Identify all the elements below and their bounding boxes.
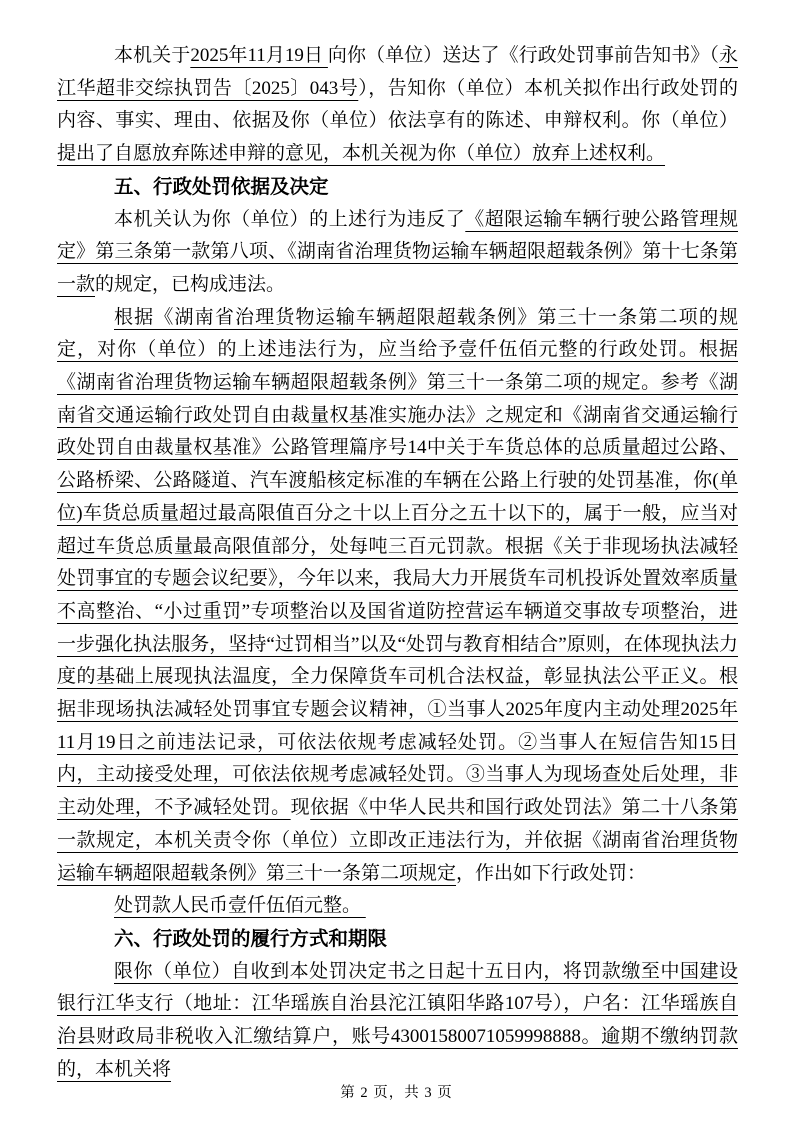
page-number: 第 2 页，共 3 页 bbox=[340, 1085, 453, 1101]
paragraph-prior-notice bbox=[57, 40, 738, 171]
body-text: 的规定，已构成违法。 bbox=[95, 273, 286, 295]
underlined-filled-text: 2025年11月19日 bbox=[190, 45, 328, 66]
paragraph-payment-instructions bbox=[57, 956, 738, 1087]
body-text: 本机关于 bbox=[114, 45, 191, 66]
underlined-filled-text: 根据《湖南省治理货物运输车辆超限超载条例》第三十一条第二项的规定，对你（单位）的上述违法行为，应当给予壹仟伍佰元整的行政处罚。根据《湖南省治理货物运输车辆超限超载条例》第三十一条第二项的规定。参考《湖南省交通运输行政处罚自由裁量权基准实施办法》之规定和《湖南省交通运输行政处罚自由裁量权基准》公路管理篇序号14中关于车货总体的总质量超过公路、公路桥梁、公路隧道、汽车渡船核定标准的车辆在公路上行驶的处罚基准，你(单位)车货总质量超过最高限值百分之十以上百分之五十以下的，属于一般，应当对超过车货总质量最高限值部分，处每吨三百元罚款。根据《关于非现场执法减轻处罚事宜的专题会议纪要》，今年以来，我局大力开展货车司机投诉处置效率质量不高整治、“小过重罚”专项整治以及国省道防控营运车辆道交事故专项整治，进一步强化执法服务，坚持“过罚相当”以及“处罚与教育相结合”原则，在体现执法力度的基础上展现执法温度，全力保障货车司机合法权益，彰显执法公平正义。根据非现场执法减轻处罚事宜专题会议精神，①当事人2025年度内主动处理2025年11月19日之前违法记录，可依法依规考虑减轻处罚。②当事人在短信告知15日内，主动接受处理，可依法依规考虑减轻处罚。③当事人为现场查处后处理，非主动处理，不予减轻处罚。 bbox=[57, 306, 738, 819]
underlined-filled-text: 处罚款人民币壹仟伍佰元整。 bbox=[114, 895, 366, 917]
underlined-filled-text: 提出了自愿放弃陈述申辩的意见，本机关视为你（单位）放弃上述权利。 bbox=[57, 143, 666, 165]
paragraph-penalty-amount bbox=[57, 890, 738, 923]
body-text: 本机关认为你（单位）的上述行为违反了 bbox=[114, 208, 466, 230]
body-text: 现 bbox=[290, 797, 311, 819]
body-text: ，作出如下行政处罚： bbox=[456, 862, 647, 884]
body-text: ），告知你（单位）本机关拟作出行政处罚的内容、事实、理由、依据及你（单位）依法享有的陈述、申辩权利。你（单位） bbox=[57, 77, 738, 132]
paragraph-penalty-reasoning bbox=[57, 302, 738, 891]
underlined-filled-text: 《超限运输车辆行驶公路管理规定》第三条第一款第八项、《湖南省治理货物运输车辆超限超载条例》第十七条第一款 bbox=[57, 208, 738, 295]
section-heading-payment-method: 六、行政处罚的履行方式和期限 bbox=[114, 927, 388, 950]
paragraph-violation-finding bbox=[57, 204, 738, 302]
body-text: 向你（单位）送达了《行政处罚事前告知书》（ bbox=[327, 45, 719, 66]
underlined-filled-text: 依据《中华人民共和国行政处罚法》第二十八条第一款规定，本机关责令你（单位）立即改正违法行为，并依据《湖南省治理货物运输车辆超限超载条例》第三十一条第二项规定 bbox=[57, 797, 738, 884]
section-heading-penalty-basis: 五、行政处罚依据及决定 bbox=[114, 175, 329, 198]
underlined-filled-text: 永江华超非交综执罚告〔2025〕043号 bbox=[57, 45, 738, 99]
underlined-filled-text: 限你（单位）自收到本处罚决定书之日起十五日内，将罚款缴至中国建设银行江华支行（地址：江华瑶族自治县沱江镇阳华路107号），户名：江华瑶族自治县财政局非税收入汇缴结算户，账号43001580071059998888。逾期不缴纳罚款的，本机关将 bbox=[57, 960, 738, 1080]
document-body bbox=[57, 40, 738, 1087]
